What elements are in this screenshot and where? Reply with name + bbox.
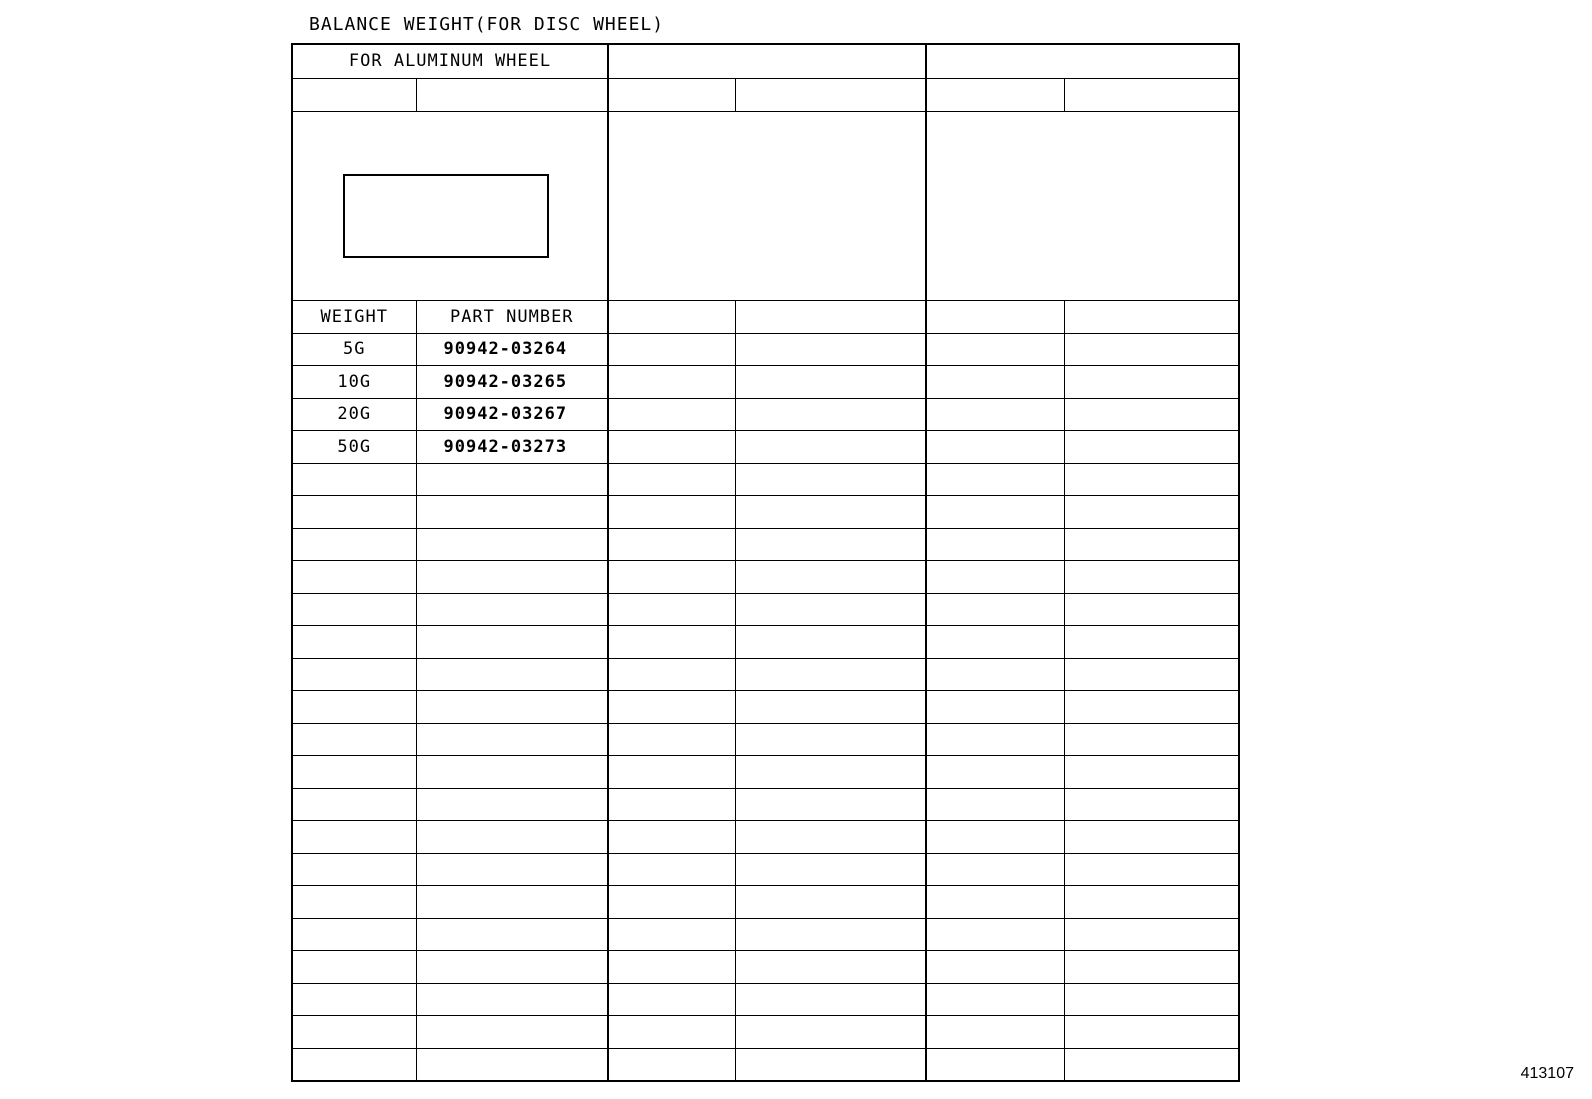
empty-cell	[608, 691, 735, 724]
empty-cell	[926, 496, 1064, 529]
empty-cell	[1064, 853, 1239, 886]
empty-cell	[416, 658, 608, 691]
empty-cell	[292, 853, 416, 886]
empty-cell	[1064, 756, 1239, 789]
empty-cell	[608, 528, 735, 561]
empty-cell	[926, 366, 1064, 399]
empty-cell	[926, 463, 1064, 496]
empty-cell	[1064, 951, 1239, 984]
empty-cell	[608, 626, 735, 659]
empty-cell	[292, 691, 416, 724]
empty-cell	[926, 918, 1064, 951]
empty-cell	[416, 788, 608, 821]
column-header	[735, 300, 926, 333]
empty-cell	[608, 886, 735, 919]
empty-cell	[926, 593, 1064, 626]
empty-cell	[292, 1016, 416, 1049]
table-row	[292, 463, 1239, 496]
empty-cell	[735, 756, 926, 789]
empty-cell	[735, 593, 926, 626]
empty-cell	[1064, 496, 1239, 529]
subheader-cell	[735, 78, 926, 111]
empty-cell	[416, 756, 608, 789]
empty-cell	[1064, 593, 1239, 626]
empty-cell	[735, 886, 926, 919]
part-number-cell: 90942-03267	[416, 398, 608, 431]
table-row	[292, 788, 1239, 821]
table-row	[292, 496, 1239, 529]
empty-cell	[1064, 1016, 1239, 1049]
empty-cell	[1064, 918, 1239, 951]
empty-cell	[735, 918, 926, 951]
balance-weight-illustration	[343, 174, 549, 258]
empty-cell	[1064, 561, 1239, 594]
empty-cell	[292, 1048, 416, 1081]
empty-cell	[416, 918, 608, 951]
empty-cell	[926, 1048, 1064, 1081]
empty-cell	[416, 821, 608, 854]
table-row	[292, 366, 1239, 399]
part-number-cell: 90942-03265	[416, 366, 608, 399]
table-row	[292, 528, 1239, 561]
empty-cell	[1064, 983, 1239, 1016]
empty-cell	[926, 821, 1064, 854]
table-row	[292, 951, 1239, 984]
empty-cell	[926, 333, 1064, 366]
empty-cell	[608, 593, 735, 626]
empty-cell	[292, 463, 416, 496]
empty-cell	[735, 788, 926, 821]
empty-cell	[416, 691, 608, 724]
empty-cell	[926, 1016, 1064, 1049]
empty-cell	[735, 1048, 926, 1081]
illustration-cell-2	[608, 111, 926, 300]
empty-cell	[416, 463, 608, 496]
empty-cell	[608, 658, 735, 691]
subheader-cell	[1064, 78, 1239, 111]
empty-cell	[608, 723, 735, 756]
empty-cell	[735, 528, 926, 561]
empty-cell	[416, 496, 608, 529]
empty-cell	[926, 431, 1064, 464]
table-row	[292, 593, 1239, 626]
empty-cell	[735, 398, 926, 431]
empty-cell	[1064, 398, 1239, 431]
empty-cell	[292, 788, 416, 821]
empty-cell	[608, 366, 735, 399]
column-header	[1064, 300, 1239, 333]
empty-cell	[608, 918, 735, 951]
empty-cell	[1064, 691, 1239, 724]
empty-cell	[416, 561, 608, 594]
empty-cell	[416, 983, 608, 1016]
empty-cell	[608, 983, 735, 1016]
empty-cell	[735, 951, 926, 984]
empty-cell	[608, 1048, 735, 1081]
empty-cell	[926, 756, 1064, 789]
empty-cell	[608, 951, 735, 984]
table-row	[292, 821, 1239, 854]
empty-cell	[1064, 723, 1239, 756]
empty-cell	[1064, 1048, 1239, 1081]
empty-cell	[608, 561, 735, 594]
empty-cell	[735, 723, 926, 756]
column-header	[608, 300, 735, 333]
table-row	[292, 853, 1239, 886]
part-number-cell: 90942-03264	[416, 333, 608, 366]
empty-cell	[608, 756, 735, 789]
weight-cell: 20G	[292, 398, 416, 431]
table-row	[292, 431, 1239, 464]
empty-cell	[1064, 528, 1239, 561]
empty-cell	[735, 431, 926, 464]
table-row	[292, 886, 1239, 919]
empty-cell	[1064, 366, 1239, 399]
empty-cell	[292, 658, 416, 691]
table-row	[292, 561, 1239, 594]
table-row	[292, 626, 1239, 659]
empty-cell	[292, 723, 416, 756]
empty-cell	[292, 756, 416, 789]
empty-cell	[735, 333, 926, 366]
empty-cell	[608, 496, 735, 529]
empty-cell	[416, 593, 608, 626]
empty-cell	[926, 788, 1064, 821]
group-header-3	[926, 44, 1239, 78]
empty-cell	[292, 918, 416, 951]
empty-cell	[416, 1016, 608, 1049]
empty-cell	[926, 561, 1064, 594]
empty-cell	[416, 626, 608, 659]
empty-cell	[292, 593, 416, 626]
subheader-cell	[608, 78, 735, 111]
empty-cell	[926, 983, 1064, 1016]
empty-cell	[1064, 821, 1239, 854]
empty-cell	[416, 951, 608, 984]
weight-cell: 10G	[292, 366, 416, 399]
column-header-part-number: PART NUMBER	[416, 300, 608, 333]
empty-cell	[416, 528, 608, 561]
empty-cell	[926, 398, 1064, 431]
empty-cell	[1064, 431, 1239, 464]
subheader-cell	[416, 78, 608, 111]
table-row	[292, 333, 1239, 366]
table-row	[292, 1048, 1239, 1081]
illustration-cell-3	[926, 111, 1239, 300]
empty-cell	[416, 723, 608, 756]
empty-cell	[735, 366, 926, 399]
weight-cell: 50G	[292, 431, 416, 464]
empty-cell	[292, 561, 416, 594]
empty-cell	[416, 1048, 608, 1081]
empty-cell	[735, 496, 926, 529]
empty-cell	[608, 431, 735, 464]
empty-cell	[292, 886, 416, 919]
empty-cell	[608, 333, 735, 366]
empty-cell	[1064, 333, 1239, 366]
part-number-cell: 90942-03273	[416, 431, 608, 464]
weight-cell: 5G	[292, 333, 416, 366]
column-header-weight: WEIGHT	[292, 300, 416, 333]
empty-cell	[926, 951, 1064, 984]
empty-cell	[608, 463, 735, 496]
empty-cell	[735, 463, 926, 496]
group-header-2	[608, 44, 926, 78]
group-header-aluminum-wheel: FOR ALUMINUM WHEEL	[292, 44, 608, 78]
empty-cell	[735, 561, 926, 594]
table-row	[292, 918, 1239, 951]
document-title: BALANCE WEIGHT(FOR DISC WHEEL)	[309, 14, 665, 35]
empty-cell	[608, 853, 735, 886]
empty-cell	[292, 626, 416, 659]
empty-cell	[292, 983, 416, 1016]
empty-cell	[292, 951, 416, 984]
empty-cell	[735, 821, 926, 854]
empty-cell	[608, 398, 735, 431]
empty-cell	[1064, 626, 1239, 659]
subheader-cell	[926, 78, 1064, 111]
empty-cell	[608, 788, 735, 821]
empty-cell	[926, 886, 1064, 919]
empty-cell	[416, 853, 608, 886]
empty-cell	[416, 886, 608, 919]
empty-cell	[735, 691, 926, 724]
table-row	[292, 983, 1239, 1016]
table-row	[292, 756, 1239, 789]
empty-cell	[926, 691, 1064, 724]
empty-cell	[926, 528, 1064, 561]
table-row	[292, 658, 1239, 691]
empty-cell	[1064, 788, 1239, 821]
empty-cell	[735, 626, 926, 659]
empty-cell	[608, 821, 735, 854]
empty-cell	[608, 1016, 735, 1049]
empty-cell	[735, 1016, 926, 1049]
empty-cell	[292, 496, 416, 529]
empty-cell	[292, 821, 416, 854]
empty-cell	[926, 853, 1064, 886]
empty-cell	[926, 626, 1064, 659]
diagram-id: 413107	[1520, 1065, 1574, 1082]
empty-cell	[735, 853, 926, 886]
column-header	[926, 300, 1064, 333]
empty-cell	[926, 723, 1064, 756]
empty-cell	[735, 658, 926, 691]
table-row	[292, 723, 1239, 756]
empty-cell	[735, 983, 926, 1016]
table-row	[292, 398, 1239, 431]
table-row	[292, 691, 1239, 724]
empty-cell	[292, 528, 416, 561]
empty-cell	[1064, 886, 1239, 919]
empty-cell	[1064, 658, 1239, 691]
table-row	[292, 1016, 1239, 1049]
subheader-cell	[292, 78, 416, 111]
empty-cell	[926, 658, 1064, 691]
empty-cell	[1064, 463, 1239, 496]
